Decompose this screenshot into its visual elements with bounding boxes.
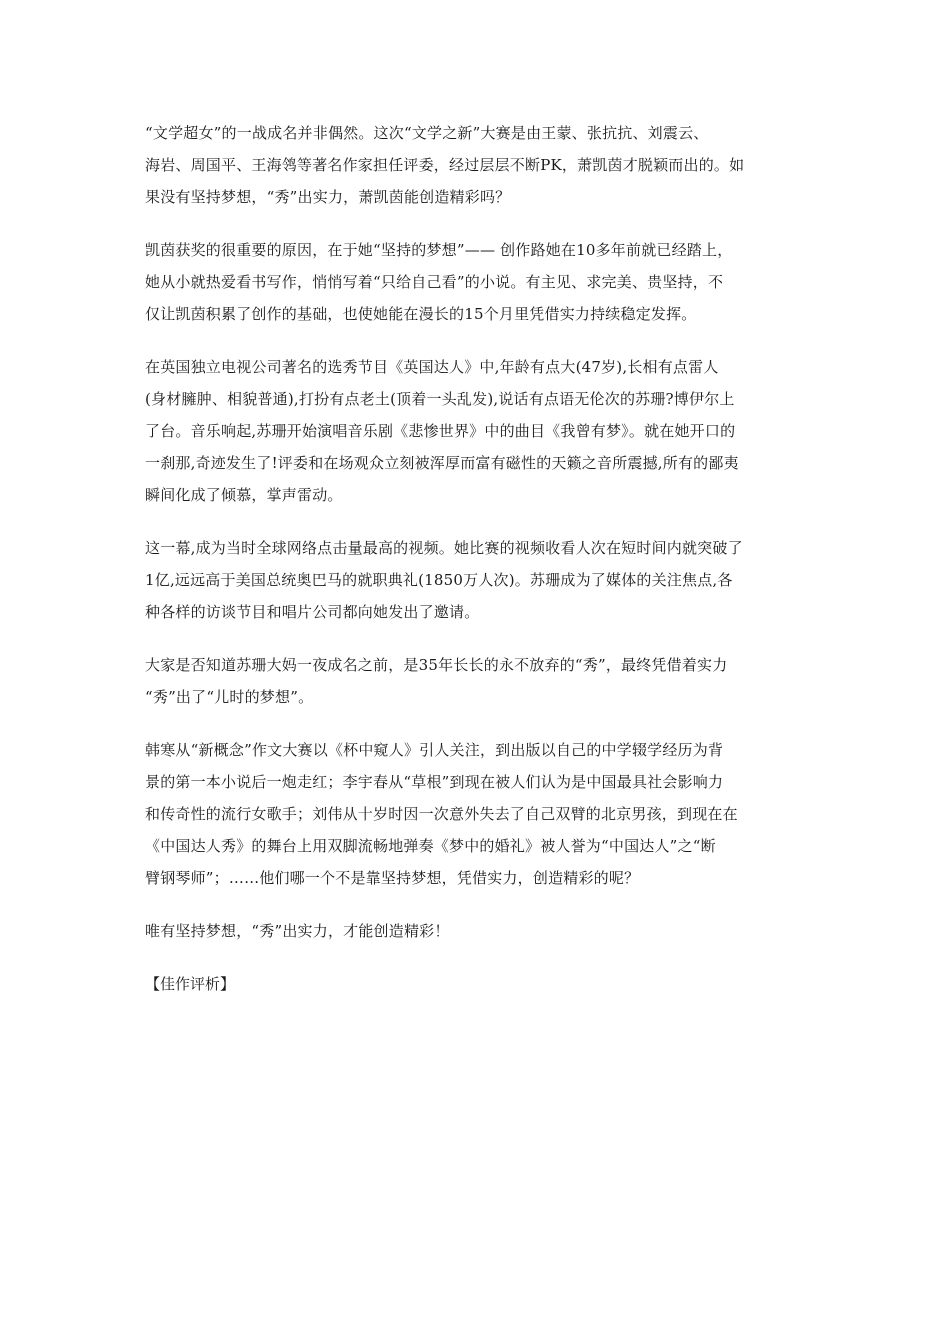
text-line: 她从小就热爱看书写作，悄悄写着“只给自己看”的小说。有主见、求完美、贵坚持，不 [145, 273, 724, 291]
text-line: 和传奇性的流行女歌手；刘伟从十岁时因一次意外失去了自己双臂的北京男孩，到现在在 [145, 805, 738, 823]
section-heading: 【佳作评析】 [145, 975, 236, 993]
text-line: 一刹那,奇迹发生了!评委和在场观众立刻被浑厚而富有磁性的天籁之音所震撼,所有的鄙夷 [145, 454, 739, 472]
document-body [145, 117, 810, 1000]
text-line: 在英国独立电视公司著名的选秀节目《英国达人》中,年龄有点大(47岁),长相有点雷人 [145, 358, 719, 376]
text-line: 《中国达人秀》的舞台上用双脚流畅地弹奏《梦中的婚礼》被人誉为“中国达人”之“断 [145, 837, 716, 855]
text-line: 韩寒从“新概念”作文大赛以《杯中窥人》引人关注，到出版以自己的中学辍学经历为背 [145, 741, 724, 759]
text-line: 仅让凯茵积累了创作的基础，也使她能在漫长的15个月里凭借实力持续稳定发挥。 [145, 305, 697, 323]
text-line: 景的第一本小说后一炮走红；李宇春从“草根”到现在被人们认为是中国最具社会影响力 [145, 773, 724, 791]
text-line: 海岩、周国平、王海鸰等著名作家担任评委，经过层层不断PK，萧凯茵才脱颖而出的。如 [145, 156, 745, 174]
text-line: (身材臃肿、相貌普通),打扮有点老土(顶着一头乱发),说话有点语无伦次的苏珊?博伊尔上 [145, 390, 735, 408]
paragraph-1 [145, 117, 810, 213]
text-line: “文学超女”的一战成名并非偶然。这次“文学之新”大赛是由王蒙、张抗抗、刘震云、 [145, 124, 709, 142]
paragraph-2 [145, 234, 810, 330]
paragraph-4 [145, 532, 810, 628]
paragraph-7 [145, 915, 810, 947]
text-line: 1亿,远远高于美国总统奥巴马的就职典礼(1850万人次)。苏珊成为了媒体的关注焦点,各 [145, 571, 733, 589]
text-line: 果没有坚持梦想，“秀”出实力，萧凯茵能创造精彩吗？ [145, 188, 511, 206]
text-line: 这一幕,成为当时全球网络点击量最高的视频。她比赛的视频收看人次在短时间内就突破了 [145, 539, 743, 557]
text-line: 凯茵获奖的很重要的原因，在于她“坚持的梦想”—— 创作路她在10多年前就已经踏上， [145, 241, 733, 259]
paragraph-6 [145, 734, 810, 894]
text-line: 臂钢琴师”；……他们哪一个不是靠坚持梦想，凭借实力，创造精彩的呢？ [145, 869, 640, 887]
paragraph-5 [145, 649, 810, 713]
paragraph-3 [145, 351, 810, 511]
text-line: 大家是否知道苏珊大妈一夜成名之前，是35年长长的永不放弃的“秀”，最终凭借着实力 [145, 656, 728, 674]
text-line: 种各样的访谈节目和唱片公司都向她发出了邀请。 [145, 603, 480, 621]
text-line: “秀”出了“儿时的梦想”。 [145, 688, 314, 706]
text-line: 唯有坚持梦想，“秀”出实力，才能创造精彩！ [145, 922, 450, 940]
text-line: 了台。音乐响起,苏珊开始演唱音乐剧《悲惨世界》中的曲目《我曾有梦》。就在她开口的 [145, 422, 736, 440]
text-line: 瞬间化成了倾慕，掌声雷动。 [145, 486, 343, 504]
